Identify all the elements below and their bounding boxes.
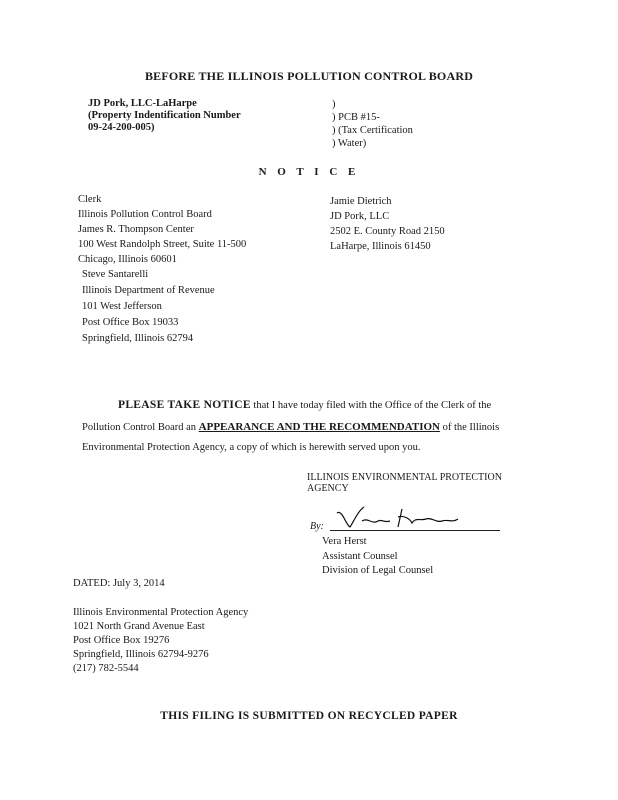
by-label: By:	[310, 521, 324, 532]
address-line: Springfield, Illinois 62794	[82, 333, 194, 344]
pin-line: (Property Indentification Number	[88, 110, 241, 121]
body-line-3: Environmental Protection Agency, a copy of which is herewith served upon you.	[82, 442, 421, 453]
signatory-division: Division of Legal Counsel	[322, 565, 434, 576]
address-line: Illinois Environmental Protection Agency	[73, 607, 249, 618]
body-text: Pollution Control Board an	[82, 421, 197, 433]
signatory-role: Assistant Counsel	[322, 550, 398, 562]
phone-number: (217) 782-5544	[73, 663, 139, 674]
addressee-revenue	[82, 267, 215, 347]
address-line: LaHarpe, Illinois 61450	[330, 241, 431, 252]
addressee-petitioner	[330, 194, 445, 254]
notice-heading: N O T I C E	[258, 166, 360, 178]
address-line: Illinois Department of Revenue	[82, 285, 215, 296]
address-line: Post Office Box 19276	[73, 635, 170, 646]
handwritten-signature	[332, 503, 462, 533]
document-title: BEFORE THE ILLINOIS POLLUTION CONTROL BOARD	[144, 69, 474, 83]
caption-paren-line: )	[332, 99, 336, 110]
body-line-1	[82, 395, 499, 417]
case-caption-number	[332, 98, 413, 150]
address-line: 100 West Randolph Street, Suite 11-500	[78, 239, 247, 250]
address-line: Chicago, Illinois 60601	[78, 254, 177, 265]
signature-line	[330, 530, 500, 531]
address-line: Post Office Box 19033	[82, 317, 179, 328]
address-line: 2502 E. County Road 2150	[330, 226, 445, 237]
notice-body	[82, 395, 499, 459]
pin-number: 09-24-200-005)	[88, 122, 155, 133]
dated-line: DATED: July 3, 2014	[73, 578, 165, 589]
body-line-2	[82, 417, 499, 439]
case-caption-party	[88, 98, 241, 134]
agency-name-cont: AGENCY	[307, 483, 349, 494]
body-text: of the Illinois	[442, 421, 500, 433]
case-number: ) PCB #15-	[332, 112, 380, 123]
agency-address	[73, 606, 248, 676]
address-line: Clerk	[78, 194, 102, 205]
address-line: Steve Santarelli	[82, 269, 149, 280]
address-line: 101 West Jefferson	[82, 301, 162, 312]
case-type: ) (Tax Certification	[332, 125, 413, 136]
signatory-name: Vera Herst	[322, 536, 367, 547]
recycled-paper-footer: THIS FILING IS SUBMITTED ON RECYCLED PAPER	[160, 710, 458, 722]
addressee-clerk	[78, 192, 246, 267]
address-line: Springfield, Illinois 62794-9276	[73, 649, 209, 660]
address-line: Jamie Dietrich	[330, 196, 392, 207]
please-take-notice: PLEASE TAKE NOTICE	[118, 399, 251, 411]
agency-name: ILLINOIS ENVIRONMENTAL PROTECTION	[307, 472, 502, 483]
body-text: that I have today filed with the Office of the Clerk of the	[253, 400, 492, 411]
address-line: JD Pork, LLC	[330, 211, 390, 222]
address-line: Illinois Pollution Control Board	[78, 209, 212, 220]
party-name: JD Pork, LLC-LaHarpe	[88, 98, 197, 109]
signature-agency	[307, 472, 502, 494]
case-type-cont: ) Water)	[332, 138, 367, 149]
signatory-block	[322, 535, 433, 579]
address-line: 1021 North Grand Avenue East	[73, 621, 205, 632]
address-line: James R. Thompson Center	[78, 224, 194, 235]
filing-title: APPEARANCE AND THE RECOMMENDATION	[198, 420, 440, 433]
